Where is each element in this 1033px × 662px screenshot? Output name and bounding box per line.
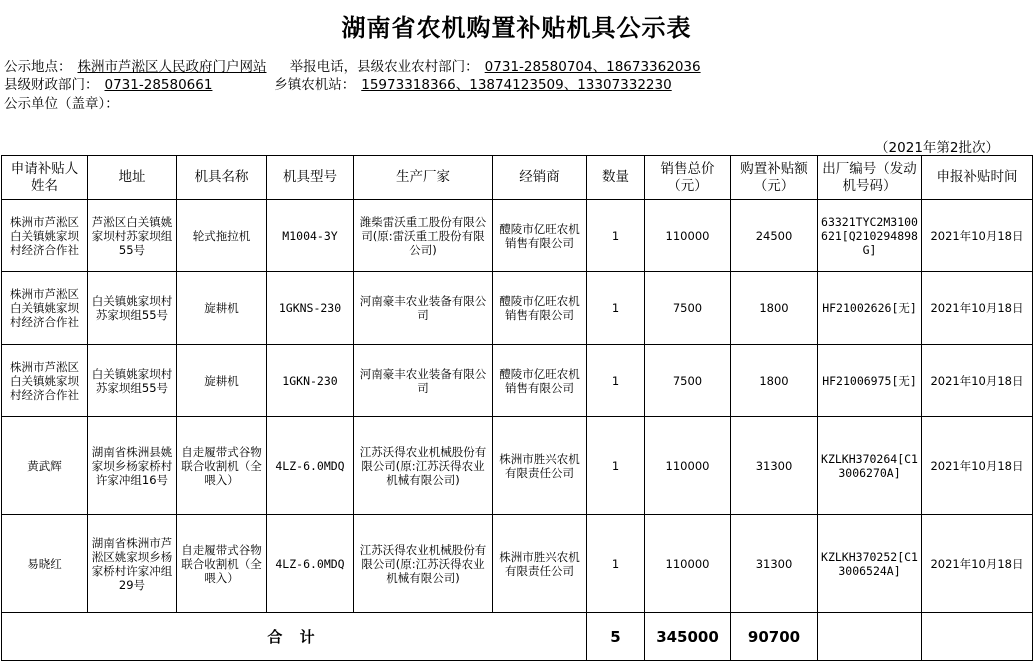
cell-date: 2021年10月18日 (922, 200, 1033, 272)
table-row (2, 417, 1033, 515)
location-value: 株洲市芦淞区人民政府门户网站 (77, 59, 267, 75)
cell-maker: 河南豪丰农业装备有限公司 (354, 345, 493, 417)
cell-applicant: 易晓红 (2, 515, 88, 613)
cell-total-price: 7500 (645, 345, 731, 417)
table-row (2, 345, 1033, 417)
info-line-2 (4, 76, 678, 94)
cell-subsidy: 1800 (731, 272, 818, 345)
total-subsidy: 90700 (731, 613, 818, 661)
header-maker: 生产厂家 (354, 156, 493, 200)
cell-date: 2021年10月18日 (922, 272, 1033, 345)
header-machine: 机具名称 (177, 156, 267, 200)
cell-serial: HF21006975[无] (818, 345, 922, 417)
cell-model: 4LZ-6.0MDQ (267, 515, 354, 613)
cell-dealer: 株洲市胜兴农机有限责任公司 (493, 515, 587, 613)
finance-value: 0731-28580661 (104, 77, 213, 93)
cell-address: 白关镇姚家坝村苏家坝组55号 (88, 345, 177, 417)
cell-date: 2021年10月18日 (922, 417, 1033, 515)
cell-total-price: 7500 (645, 272, 731, 345)
unit-label: 公示单位（盖章）： (4, 96, 119, 112)
header-total-price: 销售总价（元） (645, 156, 731, 200)
cell-serial: KZLKH370252[C13006524A] (818, 515, 922, 613)
town-label: 乡镇农机站： (274, 77, 356, 93)
batch-label: （2021年第2批次） (875, 140, 999, 156)
cell-qty: 1 (587, 345, 645, 417)
report-label: 举报电话，县级农业农村部门： (289, 59, 479, 75)
cell-machine: 轮式拖拉机 (177, 200, 267, 272)
cell-date: 2021年10月18日 (922, 515, 1033, 613)
report-value: 0731-28580704、18673362036 (484, 59, 701, 75)
cell-qty: 1 (587, 515, 645, 613)
cell-qty: 1 (587, 200, 645, 272)
cell-serial: HF21002626[无] (818, 272, 922, 345)
total-date-empty (922, 613, 1033, 661)
cell-applicant: 株洲市芦淞区白关镇姚家坝村经济合作社 (2, 345, 88, 417)
cell-model: 1GKNS-230 (267, 272, 354, 345)
cell-subsidy: 1800 (731, 345, 818, 417)
location-label: 公示地点： (4, 59, 72, 75)
header-applicant: 申请补贴人姓名 (2, 156, 88, 200)
table-row (2, 515, 1033, 613)
cell-model: M1004-3Y (267, 200, 354, 272)
cell-machine: 自走履带式谷物联合收割机（全喂入） (177, 417, 267, 515)
subsidy-table (1, 155, 1033, 661)
cell-address: 芦淞区白关镇姚家坝村苏家坝组55号 (88, 200, 177, 272)
cell-maker: 江苏沃得农业机械股份有限公司(原:江苏沃得农业机械有限公司) (354, 417, 493, 515)
cell-address: 湖南省株洲县姚家坝乡杨家桥村许家冲组16号 (88, 417, 177, 515)
header-date: 申报补贴时间 (922, 156, 1033, 200)
finance-label: 县级财政部门： (4, 77, 99, 93)
header-model: 机具型号 (267, 156, 354, 200)
cell-applicant: 株洲市芦淞区白关镇姚家坝村经济合作社 (2, 200, 88, 272)
cell-dealer: 醴陵市亿旺农机销售有限公司 (493, 200, 587, 272)
cell-model: 4LZ-6.0MDQ (267, 417, 354, 515)
total-label: 合 计 (2, 613, 587, 661)
cell-machine: 旋耕机 (177, 272, 267, 345)
page-title: 湖南省农机购置补贴机具公示表 (341, 14, 692, 42)
table-row (2, 200, 1033, 272)
cell-machine: 自走履带式谷物联合收割机（全喂入） (177, 515, 267, 613)
cell-total-price: 110000 (645, 515, 731, 613)
cell-subsidy: 24500 (731, 200, 818, 272)
cell-address: 白关镇姚家坝村苏家坝组55号 (88, 272, 177, 345)
cell-dealer: 醴陵市亿旺农机销售有限公司 (493, 345, 587, 417)
cell-qty: 1 (587, 272, 645, 345)
total-serial-empty (818, 613, 922, 661)
cell-total-price: 110000 (645, 417, 731, 515)
header-dealer: 经销商 (493, 156, 587, 200)
info-line-1 (4, 58, 707, 76)
total-row (2, 613, 1033, 661)
header-qty: 数量 (587, 156, 645, 200)
cell-maker: 江苏沃得农业机械股份有限公司(原:江苏沃得农业机械有限公司) (354, 515, 493, 613)
header-address: 地址 (88, 156, 177, 200)
header-serial: 出厂编号（发动机号码） (818, 156, 922, 200)
header-subsidy: 购置补贴额（元） (731, 156, 818, 200)
cell-date: 2021年10月18日 (922, 345, 1033, 417)
cell-applicant: 黄武辉 (2, 417, 88, 515)
cell-serial: 63321TYC2M3100621[Q210294898G] (818, 200, 922, 272)
town-value: 15973318366、13874123509、13307332230 (361, 77, 672, 93)
cell-machine: 旋耕机 (177, 345, 267, 417)
cell-dealer: 醴陵市亿旺农机销售有限公司 (493, 272, 587, 345)
cell-model: 1GKN-230 (267, 345, 354, 417)
cell-applicant: 株洲市芦淞区白关镇姚家坝村经济合作社 (2, 272, 88, 345)
table-row (2, 272, 1033, 345)
header-row (2, 156, 1033, 200)
total-qty: 5 (587, 613, 645, 661)
cell-dealer: 株洲市胜兴农机有限责任公司 (493, 417, 587, 515)
total-price: 345000 (645, 613, 731, 661)
cell-subsidy: 31300 (731, 417, 818, 515)
cell-total-price: 110000 (645, 200, 731, 272)
info-line-3 (4, 95, 119, 113)
cell-address: 湖南省株洲市芦淞区姚家坝乡杨家桥村许家冲组29号 (88, 515, 177, 613)
cell-maker: 河南豪丰农业装备有限公司 (354, 272, 493, 345)
cell-serial: KZLKH370264[C13006270A] (818, 417, 922, 515)
cell-subsidy: 31300 (731, 515, 818, 613)
cell-maker: 潍柴雷沃重工股份有限公司(原:雷沃重工股份有限公司) (354, 200, 493, 272)
cell-qty: 1 (587, 417, 645, 515)
